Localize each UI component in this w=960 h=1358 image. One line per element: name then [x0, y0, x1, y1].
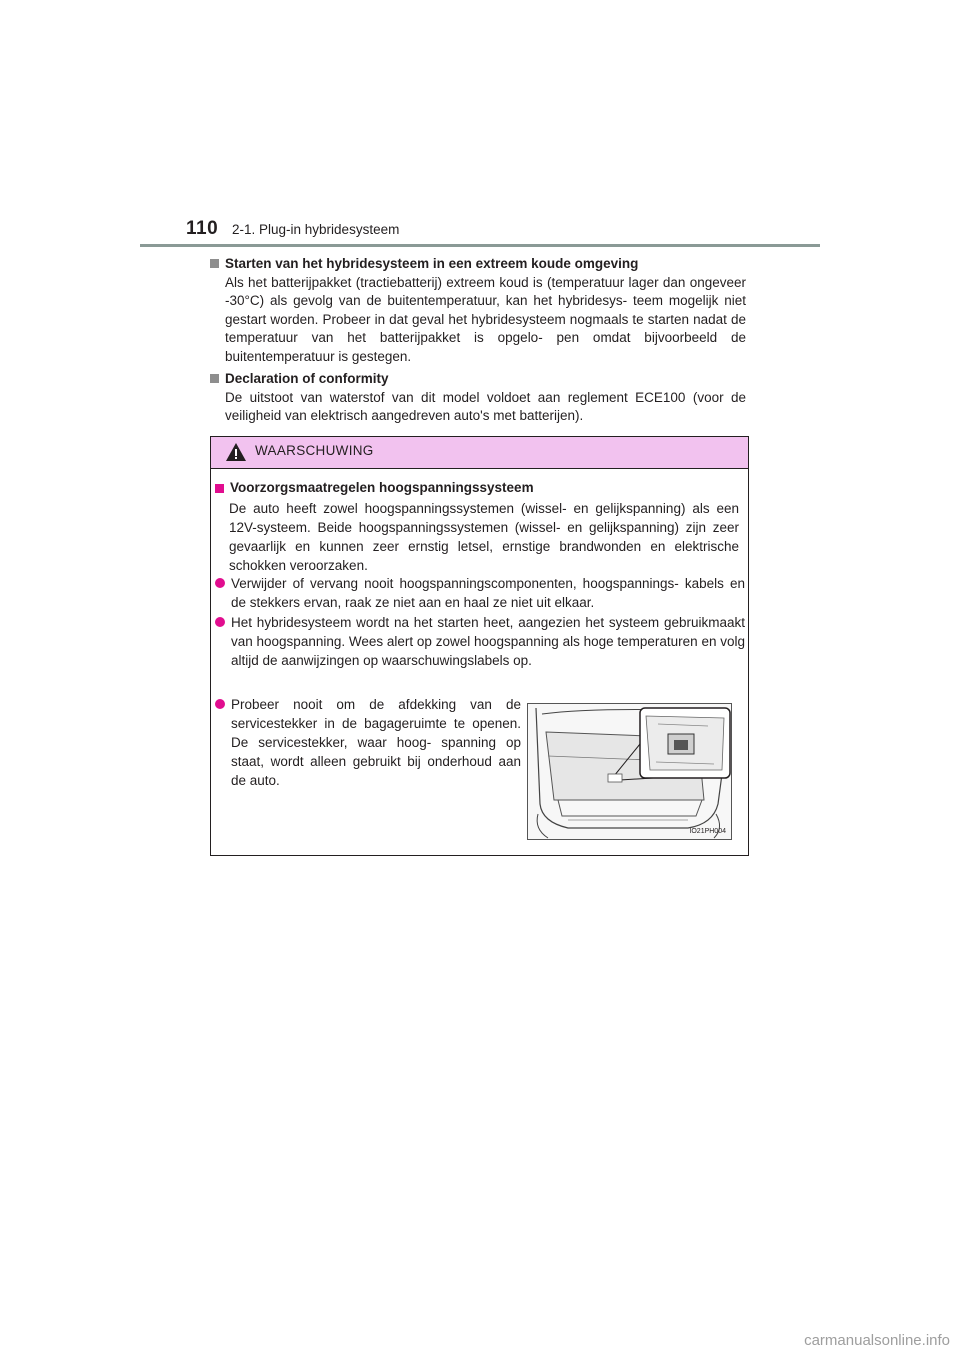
warning-paragraph: De auto heeft zowel hoogspanningssystemen (wissel- en gelijkspanning) als een 12V-systeem. Beide hoogspanningssystemen (wissel- en gelijkspanning) zijn zeer gevaarlijk en kunnen zeer ernstig letsel, ernstige brandwonden en elektrische schokken veroorzaken. — [229, 501, 739, 573]
warning-item — [215, 695, 521, 790]
warning-heading-text: Voorzorgsmaatregelen hoogspanningssysteem — [230, 480, 534, 495]
page-number: 110 — [186, 218, 219, 239]
warning-box — [210, 436, 749, 856]
figure-code: IO21PH004 — [689, 828, 726, 835]
warning-heading — [215, 480, 745, 495]
header-rule — [140, 244, 820, 247]
footer-watermark: carmanualsonline.info — [804, 1332, 950, 1349]
round-bullet-icon — [215, 699, 225, 709]
warning-item — [215, 574, 745, 612]
square-bullet-icon — [215, 484, 224, 493]
warning-triangle-icon — [225, 442, 247, 462]
warning-item-text: Verwijder of vervang nooit hoogspanningscomponenten, hoogspannings- kabels en de stekkers ervan, raak ze niet aan en haal ze niet uit elkaar. — [231, 576, 745, 610]
section-title: 2-1. Plug-in hybridesysteem — [232, 222, 400, 237]
warning-item-text: Probeer nooit om de afdekking van de servicestekker in de bagageruimte te openen. De servicestekker, waar hoog- spanning op staat, wordt alleen gebruikt bij onderhoud aan de auto. — [231, 697, 521, 788]
warning-title: WAARSCHUWING — [255, 443, 374, 458]
trunk-drawing — [528, 704, 732, 840]
warning-item-text: Het hybridesysteem wordt na het starten heet, aangezien het systeem gebruikmaakt van hoogspanning. Wees alert op zowel hoogspanning als hoge temperaturen en volg altijd de aanwijzingen op waarschuwingslabels op. — [231, 615, 745, 668]
round-bullet-icon — [215, 617, 225, 627]
section-heading: Declaration of conformity — [225, 371, 389, 386]
warning-item — [215, 613, 745, 670]
round-bullet-icon — [215, 578, 225, 588]
section-body: De uitstoot van waterstof van dit model voldoet aan reglement ECE100 (voor de veiligheid van elektrisch aangedreven auto's met batterijen). — [225, 389, 746, 423]
square-bullet-icon — [210, 374, 219, 383]
section-cold-start — [210, 255, 746, 366]
square-bullet-icon — [210, 259, 219, 268]
section-heading: Starten van het hybridesysteem in een extreem koude omgeving — [225, 256, 639, 271]
section-body: Als het batterijpakket (tractiebatterij) extreem koud is (temperatuur lager dan ongeveer -30°C) als gevolg van de buitentemperatuur, kan het hybridesys- teem mogelijk niet gestart worden. Probeer in dat geval het hybridesysteem nogmaals te starten nadat de temperatuur van het batterijpakket is opgelo- pen omdat bijvoorbeeld de buitentemperatuur is gestegen. — [225, 274, 746, 364]
trunk-illustration — [527, 703, 732, 840]
warning-header — [211, 437, 748, 469]
section-declaration — [210, 370, 746, 426]
